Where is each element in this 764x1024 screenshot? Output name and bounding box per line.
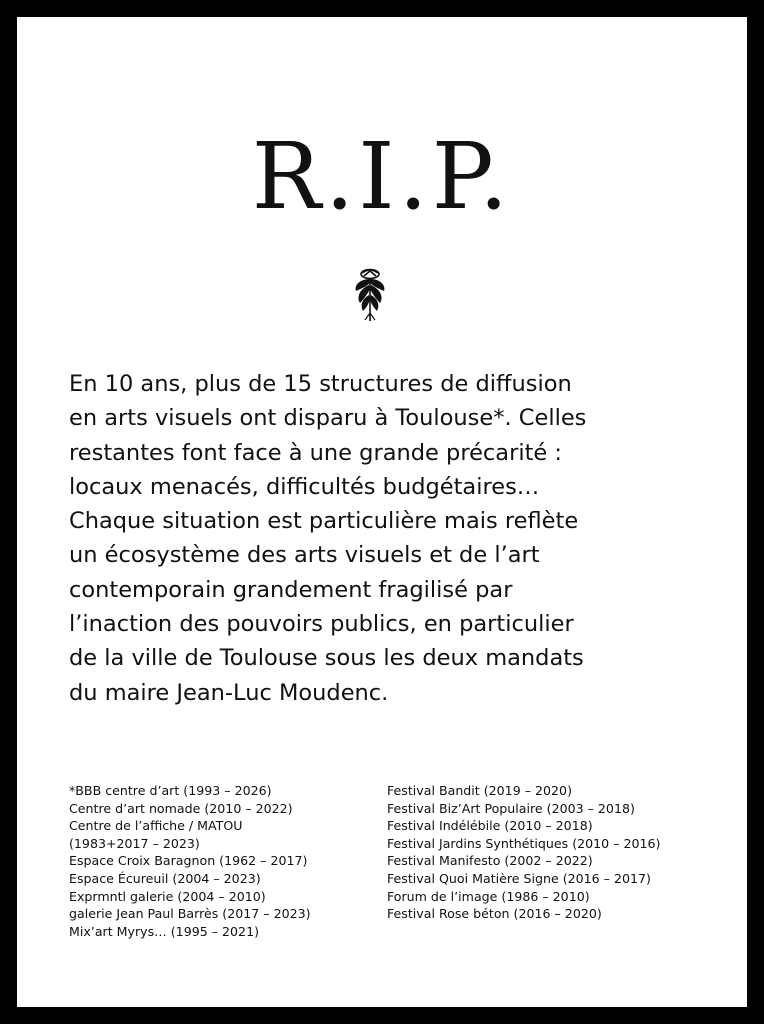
- list-item: Festival Manifesto (2002 – 2022): [387, 853, 593, 869]
- list-item: Festival Rose béton (2016 – 2020): [387, 906, 602, 922]
- list-item: Festival Indélébile (2010 – 2018): [387, 818, 593, 834]
- structures-list-left: [69, 782, 389, 940]
- statement-paragraph: En 10 ans, plus de 15 structures de diffusion en arts visuels ont disparu à Toulouse*. Celles restantes font face à une grande précarité : locaux menacés, difficultés budgétaires… Chaque situation est particulière mais reflète un écosystème des arts visuels et de l’art contemporain grandement fragilisé par l’inaction des pouvoirs publics, en particulier de la ville de Toulouse sous les deux mandats du maire Jean-Luc Moudenc.: [69, 371, 587, 706]
- poster-title: R.I.P.: [251, 123, 513, 230]
- list-item: Festival Jardins Synthétiques (2010 – 2016): [387, 835, 661, 851]
- list-item: Forum de l’image (1986 – 2010): [387, 888, 590, 904]
- structures-list-right: [387, 782, 717, 923]
- list-item: Exprmntl galerie (2004 – 2010): [69, 888, 266, 904]
- list-item: Festival Quoi Matière Signe (2016 – 2017): [387, 870, 651, 886]
- list-item: *BBB centre d’art (1993 – 2026): [69, 783, 272, 798]
- floral-bouquet-icon: [350, 267, 390, 323]
- list-item: Espace Écureuil (2004 – 2023): [69, 870, 261, 886]
- list-item: Espace Croix Baragnon (1962 – 2017): [69, 853, 308, 869]
- list-item: galerie Jean Paul Barrès (2017 – 2023): [69, 906, 311, 922]
- list-item: Festival Biz’Art Populaire (2003 – 2018): [387, 800, 635, 816]
- poster: [17, 17, 747, 1007]
- list-item: Mix’art Myrys… (1995 – 2021): [69, 923, 259, 939]
- list-item: Festival Bandit (2019 – 2020): [387, 783, 572, 798]
- list-item: Centre d’art nomade (2010 – 2022): [69, 800, 293, 816]
- list-item: Centre de l’affiche / MATOU (1983+2017 – 2023): [69, 818, 243, 851]
